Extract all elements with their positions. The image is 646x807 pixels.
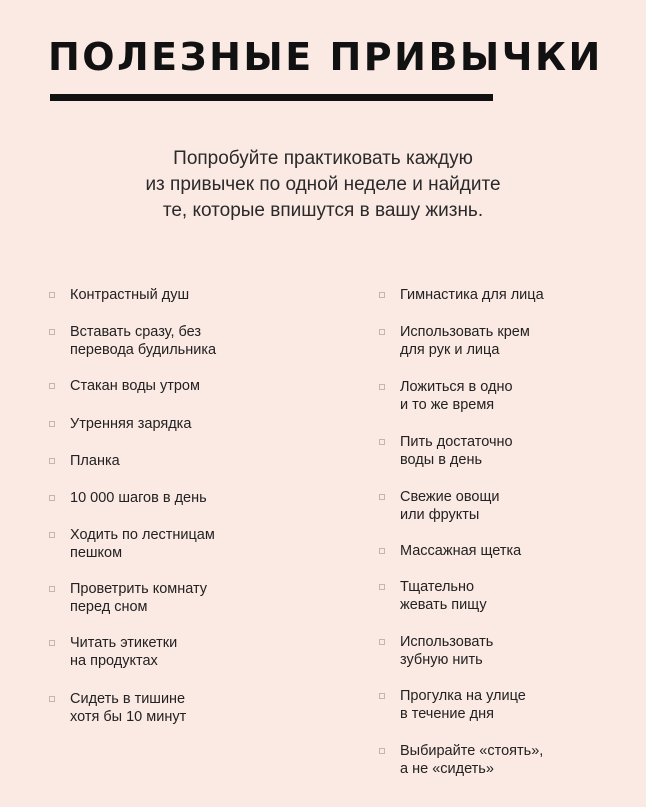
habit-item-silence bbox=[70, 691, 186, 726]
habit-item-fresh-vegetables bbox=[400, 489, 500, 524]
checkbox-square-icon bbox=[49, 495, 55, 501]
intro-line: Попробуйте практиковать каждую bbox=[173, 148, 473, 169]
habit-label: Контрастный душ bbox=[70, 287, 190, 303]
habit-item-dental-floss bbox=[400, 634, 493, 669]
checkbox-square-icon bbox=[379, 292, 385, 298]
habit-label: Массажная щетка bbox=[400, 543, 522, 559]
habit-label: воды в день bbox=[400, 451, 483, 468]
habit-label: 10 000 шагов в день bbox=[70, 490, 207, 506]
habit-label: Читать этикетки bbox=[70, 635, 178, 651]
checkbox-square-icon bbox=[49, 421, 55, 427]
checkbox-square-icon bbox=[49, 696, 55, 702]
page-title: ПОЛЕЗНЫЕ ПРИВЫЧКИ bbox=[48, 35, 603, 79]
checkbox-square-icon bbox=[49, 458, 55, 464]
checkbox-square-icon bbox=[379, 639, 385, 645]
habit-label: в течение дня bbox=[400, 705, 494, 722]
habit-label: Стакан воды утром bbox=[70, 378, 200, 394]
habit-label: Ложиться в одно bbox=[400, 379, 513, 395]
habit-label: Сидеть в тишине bbox=[70, 691, 186, 707]
habit-label: Утренняя зарядка bbox=[70, 416, 192, 432]
habit-label: Использовать bbox=[400, 634, 494, 650]
checkbox-square-icon bbox=[379, 693, 385, 699]
intro-line: те, которые впишутся в вашу жизнь. bbox=[162, 200, 484, 221]
habit-item-chew-food bbox=[400, 579, 487, 614]
habit-item-water-morning bbox=[70, 378, 200, 396]
habit-label: Тщательно bbox=[400, 579, 475, 595]
habit-label: перед сном bbox=[70, 598, 148, 615]
habit-item-hand-cream bbox=[400, 324, 530, 359]
habit-item-massage-brush bbox=[400, 543, 521, 561]
habit-label: хотя бы 10 минут bbox=[70, 708, 187, 725]
habit-label: Планка bbox=[70, 453, 120, 469]
habit-label: на продуктах bbox=[70, 652, 158, 669]
habit-label: Гимнастика для лица bbox=[400, 287, 544, 303]
habit-item-read-labels bbox=[70, 635, 177, 670]
habit-label: пешком bbox=[70, 544, 123, 561]
checkbox-square-icon bbox=[379, 494, 385, 500]
habit-item-contrast-shower bbox=[70, 287, 189, 305]
habit-label: Использовать крем bbox=[400, 324, 530, 340]
habit-label: Вставать сразу, без bbox=[70, 324, 202, 340]
intro-line: из привычек по одной неделе и найдите bbox=[145, 174, 501, 195]
checkbox-square-icon bbox=[379, 384, 385, 390]
title-underline bbox=[50, 94, 493, 101]
checkbox-square-icon bbox=[49, 532, 55, 538]
habit-label: а не «сидеть» bbox=[400, 760, 494, 777]
checkbox-square-icon bbox=[49, 292, 55, 298]
habit-label: зубную нить bbox=[400, 651, 483, 668]
habit-label: Ходить по лестницам bbox=[70, 527, 215, 543]
habit-item-wake-up bbox=[70, 324, 216, 359]
checkbox-square-icon bbox=[49, 329, 55, 335]
habit-label: Пить достаточно bbox=[400, 434, 513, 450]
checkbox-square-icon bbox=[379, 439, 385, 445]
habit-item-drink-water bbox=[400, 434, 513, 469]
habit-label: перевода будильника bbox=[70, 341, 217, 358]
habit-label: Прогулка на улице bbox=[400, 688, 526, 704]
habit-item-stand-not-sit bbox=[400, 743, 543, 778]
checkbox-square-icon bbox=[49, 640, 55, 646]
checkbox-square-icon bbox=[379, 329, 385, 335]
habit-label: Выбирайте «стоять», bbox=[400, 743, 544, 759]
checkbox-square-icon bbox=[379, 584, 385, 590]
habit-item-face-gymnastics bbox=[400, 287, 544, 305]
intro-text bbox=[0, 146, 646, 224]
habit-item-steps bbox=[70, 490, 207, 508]
checkbox-square-icon bbox=[379, 748, 385, 754]
habit-item-stairs bbox=[70, 527, 215, 562]
habit-item-ventilate-room bbox=[70, 581, 207, 616]
habit-label: жевать пищу bbox=[400, 596, 487, 613]
habit-item-plank bbox=[70, 453, 120, 471]
checkbox-square-icon bbox=[49, 383, 55, 389]
habit-label: Свежие овощи bbox=[400, 489, 500, 505]
habit-item-outdoor-walk bbox=[400, 688, 526, 723]
habit-item-morning-exercise bbox=[70, 416, 191, 434]
habit-item-sleep-schedule bbox=[400, 379, 513, 414]
habit-label: или фрукты bbox=[400, 506, 480, 523]
habit-label: Проветрить комнату bbox=[70, 581, 208, 597]
habit-label: для рук и лица bbox=[400, 341, 500, 358]
checkbox-square-icon bbox=[49, 586, 55, 592]
habit-label: и то же время bbox=[400, 396, 495, 413]
checkbox-square-icon bbox=[379, 548, 385, 554]
